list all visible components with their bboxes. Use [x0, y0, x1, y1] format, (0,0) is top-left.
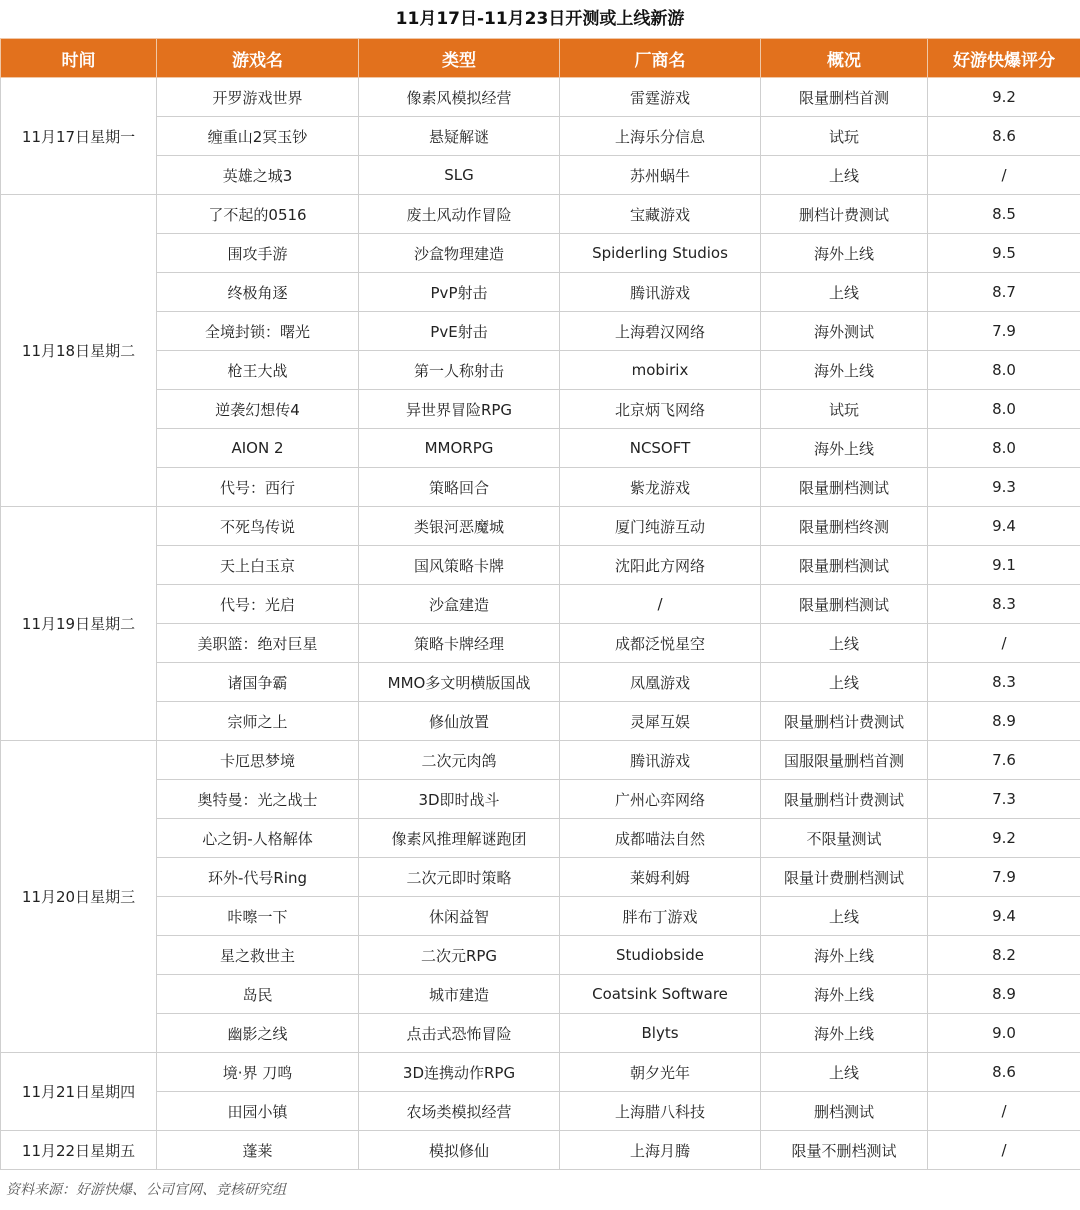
game-name-cell: 诸国争霸 [157, 663, 359, 702]
table-row [1, 390, 1080, 429]
game-name-cell: 卡厄思梦境 [157, 741, 359, 780]
publisher-cell: 宝藏游戏 [560, 195, 761, 234]
publisher-cell: 苏州蜗牛 [560, 156, 761, 195]
table-row [1, 312, 1080, 351]
game-name-cell: 终极角逐 [157, 273, 359, 312]
publisher-cell: Spiderling Studios [560, 234, 761, 273]
table-body [1, 78, 1080, 1170]
table-row [1, 1014, 1080, 1053]
publisher-cell: 上海月腾 [560, 1131, 761, 1170]
game-name-cell: 枪王大战 [157, 351, 359, 390]
rating-cell: / [928, 1092, 1080, 1131]
genre-cell: 农场类模拟经营 [359, 1092, 560, 1131]
status-cell: 删档计费测试 [761, 195, 928, 234]
rating-cell: 9.4 [928, 507, 1080, 546]
rating-cell: 9.2 [928, 78, 1080, 117]
publisher-cell: 腾讯游戏 [560, 741, 761, 780]
genre-cell: 沙盒物理建造 [359, 234, 560, 273]
publisher-cell: 凤凰游戏 [560, 663, 761, 702]
date-cell: 11月22日星期五 [1, 1131, 157, 1170]
publisher-cell: 成都喵法自然 [560, 819, 761, 858]
rating-cell: 9.2 [928, 819, 1080, 858]
table-row [1, 585, 1080, 624]
publisher-cell: 成都泛悦星空 [560, 624, 761, 663]
genre-cell: 二次元肉鸽 [359, 741, 560, 780]
publisher-cell: 莱姆利姆 [560, 858, 761, 897]
genre-cell: 修仙放置 [359, 702, 560, 741]
rating-cell: 8.2 [928, 936, 1080, 975]
game-name-cell: 奥特曼：光之战士 [157, 780, 359, 819]
genre-cell: 异世界冒险RPG [359, 390, 560, 429]
table-row [1, 897, 1080, 936]
rating-cell: 8.3 [928, 663, 1080, 702]
game-name-cell: 美职篮：绝对巨星 [157, 624, 359, 663]
rating-cell: 8.9 [928, 975, 1080, 1014]
publisher-cell: Coatsink Software [560, 975, 761, 1014]
game-name-cell: 幽影之线 [157, 1014, 359, 1053]
rating-cell: 7.9 [928, 858, 1080, 897]
table-row [1, 1131, 1080, 1170]
table-row [1, 624, 1080, 663]
game-name-cell: 逆袭幻想传4 [157, 390, 359, 429]
rating-cell: 8.0 [928, 390, 1080, 429]
table-row [1, 156, 1080, 195]
table-row [1, 1092, 1080, 1131]
rating-cell: / [928, 624, 1080, 663]
new-games-table [0, 38, 1080, 1170]
publisher-cell: NCSOFT [560, 429, 761, 468]
status-cell: 海外上线 [761, 936, 928, 975]
rating-cell: 8.0 [928, 429, 1080, 468]
genre-cell: 废土风动作冒险 [359, 195, 560, 234]
rating-cell: / [928, 1131, 1080, 1170]
status-cell: 上线 [761, 663, 928, 702]
table-row [1, 468, 1080, 507]
rating-cell: 8.6 [928, 1053, 1080, 1092]
genre-cell: 模拟修仙 [359, 1131, 560, 1170]
table-row [1, 741, 1080, 780]
table-row [1, 273, 1080, 312]
game-name-cell: 星之救世主 [157, 936, 359, 975]
publisher-cell: 北京炳飞网络 [560, 390, 761, 429]
table-row [1, 117, 1080, 156]
game-name-cell: 代号：西行 [157, 468, 359, 507]
rating-cell: 8.5 [928, 195, 1080, 234]
rating-cell: 8.9 [928, 702, 1080, 741]
date-cell: 11月17日星期一 [1, 78, 157, 195]
table-row [1, 429, 1080, 468]
source-note: 资料来源：好游快爆、公司官网、竞核研究组 [0, 1170, 1080, 1210]
status-cell: 海外上线 [761, 429, 928, 468]
genre-cell: 点击式恐怖冒险 [359, 1014, 560, 1053]
status-cell: 限量删档计费测试 [761, 702, 928, 741]
publisher-cell: 上海碧汉网络 [560, 312, 761, 351]
genre-cell: MMORPG [359, 429, 560, 468]
publisher-cell: 胖布丁游戏 [560, 897, 761, 936]
status-cell: 限量删档终测 [761, 507, 928, 546]
genre-cell: PvP射击 [359, 273, 560, 312]
table-row [1, 234, 1080, 273]
game-name-cell: 英雄之城3 [157, 156, 359, 195]
rating-cell: 9.5 [928, 234, 1080, 273]
rating-cell: 9.3 [928, 468, 1080, 507]
genre-cell: 3D连携动作RPG [359, 1053, 560, 1092]
genre-cell: PvE射击 [359, 312, 560, 351]
game-name-cell: 开罗游戏世界 [157, 78, 359, 117]
publisher-cell: 腾讯游戏 [560, 273, 761, 312]
publisher-cell: 上海腊八科技 [560, 1092, 761, 1131]
game-name-cell: 心之钥-人格解体 [157, 819, 359, 858]
publisher-cell: Blyts [560, 1014, 761, 1053]
rating-cell: 9.1 [928, 546, 1080, 585]
publisher-cell: / [560, 585, 761, 624]
genre-cell: 休闲益智 [359, 897, 560, 936]
status-cell: 试玩 [761, 390, 928, 429]
table-row [1, 780, 1080, 819]
header-time: 时间 [1, 39, 157, 78]
status-cell: 试玩 [761, 117, 928, 156]
publisher-cell: 沈阳此方网络 [560, 546, 761, 585]
genre-cell: 国风策略卡牌 [359, 546, 560, 585]
rating-cell: 8.3 [928, 585, 1080, 624]
header-genre: 类型 [359, 39, 560, 78]
rating-cell: 7.3 [928, 780, 1080, 819]
status-cell: 不限量测试 [761, 819, 928, 858]
game-name-cell: 了不起的0516 [157, 195, 359, 234]
rating-cell: 8.6 [928, 117, 1080, 156]
date-cell: 11月18日星期二 [1, 195, 157, 507]
genre-cell: 二次元即时策略 [359, 858, 560, 897]
publisher-cell: mobirix [560, 351, 761, 390]
status-cell: 上线 [761, 624, 928, 663]
genre-cell: 3D即时战斗 [359, 780, 560, 819]
rating-cell: 9.0 [928, 1014, 1080, 1053]
status-cell: 限量删档首测 [761, 78, 928, 117]
genre-cell: 像素风模拟经营 [359, 78, 560, 117]
status-cell: 限量删档测试 [761, 585, 928, 624]
header-rating: 好游快爆评分 [928, 39, 1080, 78]
game-name-cell: 环外-代号Ring [157, 858, 359, 897]
publisher-cell: 紫龙游戏 [560, 468, 761, 507]
game-name-cell: 围攻手游 [157, 234, 359, 273]
table-row [1, 78, 1080, 117]
genre-cell: 悬疑解谜 [359, 117, 560, 156]
game-name-cell: 田园小镇 [157, 1092, 359, 1131]
publisher-cell: 朝夕光年 [560, 1053, 761, 1092]
table-row [1, 819, 1080, 858]
genre-cell: 沙盒建造 [359, 585, 560, 624]
table-row [1, 663, 1080, 702]
rating-cell: 8.0 [928, 351, 1080, 390]
status-cell: 海外上线 [761, 1014, 928, 1053]
rating-cell: 8.7 [928, 273, 1080, 312]
table-row [1, 507, 1080, 546]
status-cell: 上线 [761, 897, 928, 936]
genre-cell: 二次元RPG [359, 936, 560, 975]
game-name-cell: 不死鸟传说 [157, 507, 359, 546]
header-row [1, 39, 1080, 78]
status-cell: 限量不删档测试 [761, 1131, 928, 1170]
genre-cell: 第一人称射击 [359, 351, 560, 390]
status-cell: 限量删档测试 [761, 546, 928, 585]
date-cell: 11月20日星期三 [1, 741, 157, 1053]
publisher-cell: 雷霆游戏 [560, 78, 761, 117]
status-cell: 上线 [761, 156, 928, 195]
publisher-cell: 上海乐分信息 [560, 117, 761, 156]
genre-cell: 像素风推理解谜跑团 [359, 819, 560, 858]
game-name-cell: 宗师之上 [157, 702, 359, 741]
status-cell: 海外测试 [761, 312, 928, 351]
publisher-cell: 厦门纯游互动 [560, 507, 761, 546]
game-name-cell: 天上白玉京 [157, 546, 359, 585]
status-cell: 海外上线 [761, 234, 928, 273]
table-row [1, 936, 1080, 975]
header-game-name: 游戏名 [157, 39, 359, 78]
rating-cell: 7.6 [928, 741, 1080, 780]
game-name-cell: 蓬莱 [157, 1131, 359, 1170]
game-name-cell: 岛民 [157, 975, 359, 1014]
status-cell: 海外上线 [761, 351, 928, 390]
publisher-cell: 广州心弈网络 [560, 780, 761, 819]
status-cell: 删档测试 [761, 1092, 928, 1131]
game-name-cell: AION 2 [157, 429, 359, 468]
date-cell: 11月19日星期二 [1, 507, 157, 741]
header-status: 概况 [761, 39, 928, 78]
rating-cell: 9.4 [928, 897, 1080, 936]
game-name-cell: 代号：光启 [157, 585, 359, 624]
genre-cell: 城市建造 [359, 975, 560, 1014]
genre-cell: 策略回合 [359, 468, 560, 507]
genre-cell: SLG [359, 156, 560, 195]
table-row [1, 858, 1080, 897]
table-row [1, 546, 1080, 585]
game-name-cell: 全境封锁：曙光 [157, 312, 359, 351]
status-cell: 上线 [761, 273, 928, 312]
status-cell: 限量删档测试 [761, 468, 928, 507]
game-name-cell: 境·界 刀鸣 [157, 1053, 359, 1092]
table-row [1, 975, 1080, 1014]
game-name-cell: 缠重山2冥玉钞 [157, 117, 359, 156]
rating-cell: 7.9 [928, 312, 1080, 351]
rating-cell: / [928, 156, 1080, 195]
status-cell: 海外上线 [761, 975, 928, 1014]
genre-cell: 类银河恶魔城 [359, 507, 560, 546]
status-cell: 上线 [761, 1053, 928, 1092]
genre-cell: 策略卡牌经理 [359, 624, 560, 663]
publisher-cell: Studiobside [560, 936, 761, 975]
genre-cell: MMO多文明横版国战 [359, 663, 560, 702]
header-publisher: 厂商名 [560, 39, 761, 78]
table-title: 11月17日-11月23日开测或上线新游 [0, 0, 1080, 38]
table-row [1, 1053, 1080, 1092]
publisher-cell: 灵犀互娱 [560, 702, 761, 741]
status-cell: 国服限量删档首测 [761, 741, 928, 780]
table-row [1, 195, 1080, 234]
table-row [1, 351, 1080, 390]
game-name-cell: 咔嚓一下 [157, 897, 359, 936]
table-row [1, 702, 1080, 741]
status-cell: 限量删档计费测试 [761, 780, 928, 819]
date-cell: 11月21日星期四 [1, 1053, 157, 1131]
status-cell: 限量计费删档测试 [761, 858, 928, 897]
